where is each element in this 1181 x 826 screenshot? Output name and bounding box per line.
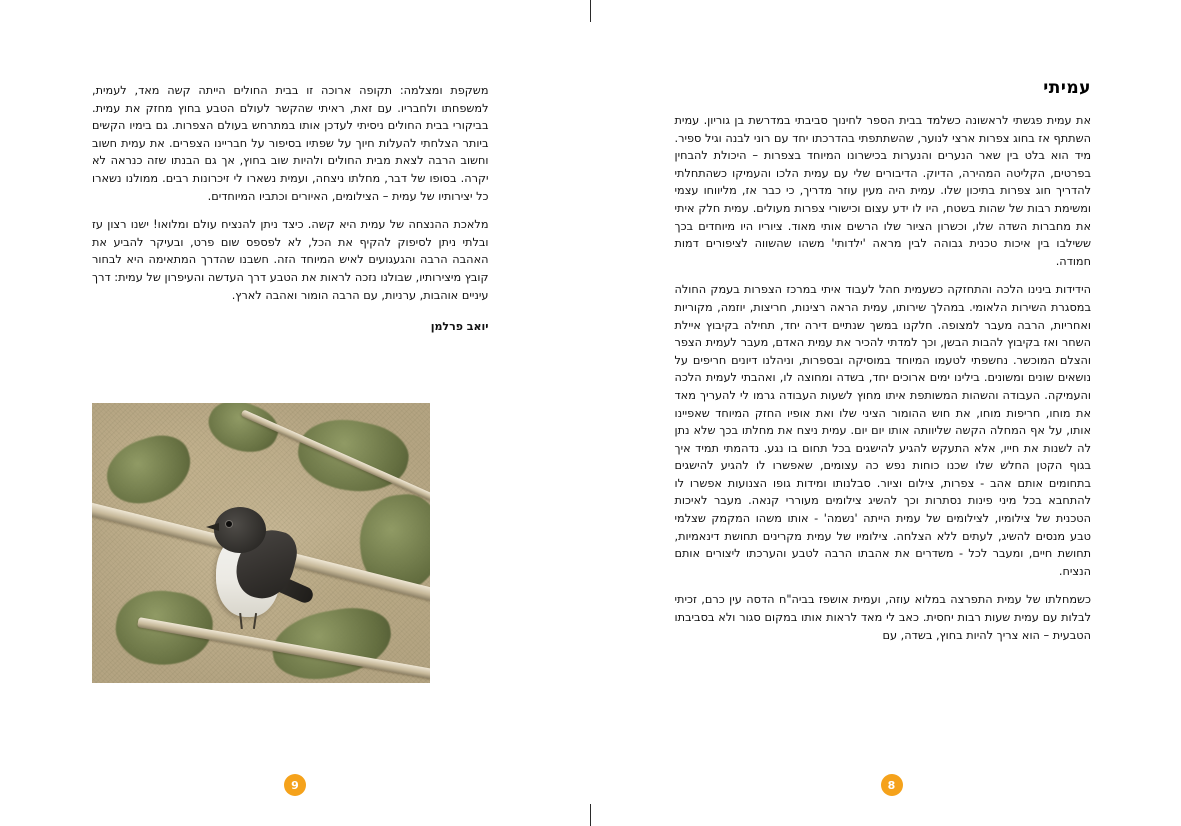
paragraph: הידידות בינינו הלכה והתחזקה כשעמית חהל לעבוד איתי במרכז הצפרות בעמק החולה במסגרת השירות הלאומי. במהלך שירותו, עמית הראה רצינות, חריצות, יוזמה, מקוריות ואחריות, הרבה מעבר למצופה. חלקנו במשך שנתיים דירה יחד, תחילה בקיבוץ איילת השחר ואז בקיבוץ להבות הבשן, וכך למדתי להכיר את עמית האדם, מעבר לעמית הצפר והצלם המוכשר. נחשפתי לטעמו המיוחד במוסיקה ובספרות, וניהלנו דיונים חריפים על נושאים שונים ומשונים. בילינו ימים ארוכים יחד, בשדה ומחוצה לו, ואהבתי לעמית הלכה והעמיקה. העבודה והשהות המשותפת איתו מחוץ לשעות העבודה גרמו לי להעריך מאד את מוחו, חריפות מוחו, את חוש ההומור הציני שלו ואת אופיו החזק המיוחד שאפיינו אותו, על אף המחלה הקשה שליוותה אותו יום יום. עמית ניצח את מחלתו בכך שלא נתן לה לשנות את חייו, אלא התעקש להגיע להישגים בכל תחום בו נגע. נדהמתי תמיד איך בגוף הקטן החלש שלו שכנו כוחות נפש כה עצומים, שאפשרו לו להגיע להישגים בתחומים אותם אהב - צפרות, צילום וציור. סבלנותו ומידות גופו הצנועות אפשרו לו להתחבא בכל מיני פינות נסתרות וכך להשיג צילומים מעוררי קנאה. מעבר לאיכות הטכנית של צילומיו, לצילומים של עמית הייתה 'נשמה' - אותו משהו המקמק שצלמי טבע מנסים להשיג, לעתים ללא הצלחה. צילומיו של עמית מקרינים תחושת דינאמיות, תחושת חיים, ומעבר לכל - משדרים את אהבתו הרבה לטבע והערכתו ליצורים אותם הנציח.	[674, 283, 1091, 578]
bird-beak	[206, 523, 219, 531]
bird-on-branch-photograph	[92, 403, 430, 683]
page-number-badge: 9	[284, 774, 306, 796]
page-right	[591, 0, 1181, 826]
page-number-badge: 8	[881, 774, 903, 796]
bird-head	[214, 507, 266, 553]
byline: יואב פרלמן	[430, 320, 489, 334]
page-title: עמיתי	[1043, 78, 1091, 98]
bird	[196, 489, 314, 639]
paragraph: כשמחלתו של עמית התפרצה במלוא עוזה, ועמית אושפז בביה"ח הדסה עין כרם, זכיתי לבלות עם עמית שעות רבות יחסית. כאב לי מאד לראות אותו במקום סגור ולא בסביבתו הטבעית – הוא צריך להיות בחוץ, בשדה, עם	[674, 593, 1091, 642]
paragraph: משקפת ומצלמה: תקופה ארוכה זו בבית החולים הייתה קשה מאד, לעמית, למשפחתו ולחבריו. עם זאת, ראיתי שהקשר לעולם הטבע בחוץ מחזק את עמית. בביקורי בבית החולים ניסיתי לעדכן אותו במתרחש בעולם הצפרות. גם בימיו הקשים ביותר הצלחתי להעלות חיוך על שפתיו בסיפור על חבריינו הצפרים. את עמית חשוב וחשוב הרבה לצאת מבית החולים ולהיות שוב בחוץ, אך גם הבנתו שזה כנראה לא יקרה. בסופו של דבר, מחלתו ניצחה, ועמית נשארו לי זיכרונות רבים. ממולנו נשארו כל יצירותיו של עמית – הצילומים, האיורים וכתביו המיוחדים.	[92, 84, 489, 203]
paragraph: את עמית פגשתי לראשונה כשלמד בבית הספר לחינוך סביבתי במדרשת בן גוריון. עמית השתתף אז בחוג צפרות ארצי לנוער, שהשתתפתי בהדרכתו יחד עם רוני לבנה וגיל ספיר. מיד הוא בלט בין שאר הנערים והנערות בכישרונו המיוחד בצפרות – היכולת להבחין בפרטים, הקליטה המהירה, הדיוק. הדיבורים שלי עם עמית הלכו והעמיקו כשהתחלתי להדריך חוג צפרות בתיכון שלו. עמית היה מעין עוזר מדריך, כי כבר אז, מליווחו עצמי ומשימת רבות של שהות בשטח, היו לו ידע עצום וכישורי צפרות מעולים. עמית חלק איתי את מחברות השדה שלו, וכשרון הציור שלו הרשים אותי מאוד. ציוריו היו מיוחדים בכך ששילבו בין איכות טכנית גבוהה לבין מראה 'ילדותי' משהו שהשווה לציפורים דמות חמודה.	[674, 114, 1091, 268]
paragraph: מלאכת ההנצחה של עמית היא קשה. כיצד ניתן להנציח עולם ומלואו! ישנו רצון עז ובלתי ניתן לסיפוק להקיף את הכל, לא לפספס שום פרט, ובעיקר להביע את האהבה הרבה והגעגועים לאיש המיוחד הזה. חשבנו שהדרך המתאימה היא לבחור קובץ מיצירותיו, שבולנו נזכה לראות את הטבע דרך העדשה והעיפרון של עמית: דרך עיניים אוהבות, ערניות, עם הרבה הומור ואהבה לארץ.	[92, 218, 489, 302]
